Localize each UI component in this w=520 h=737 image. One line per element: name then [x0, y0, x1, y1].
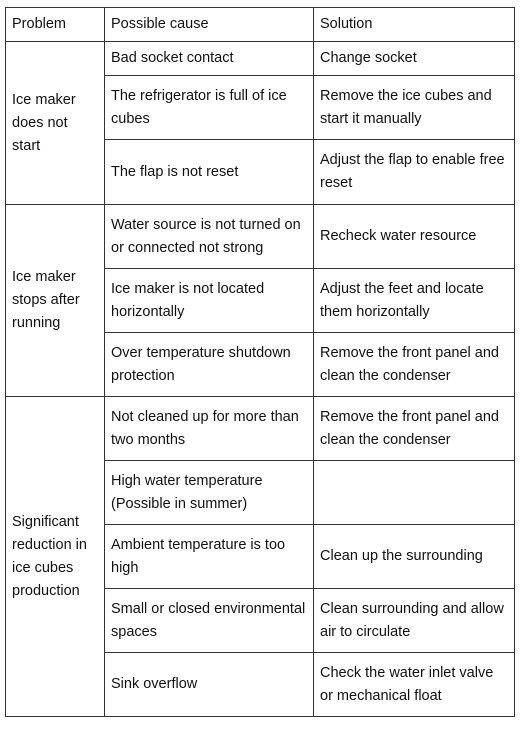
- header-possible-cause: Possible cause: [105, 8, 314, 42]
- table-row: [6, 42, 515, 76]
- cause-cell: Sink overflow: [105, 653, 314, 717]
- solution-cell: Clean surrounding and allow air to circulate: [314, 589, 515, 653]
- solution-cell: Recheck water resource: [314, 205, 515, 269]
- table-row: [6, 205, 515, 269]
- solution-cell: Check the water inlet valve or mechanical float: [314, 653, 515, 717]
- solution-cell: Remove the front panel and clean the condenser: [314, 397, 515, 461]
- cause-cell: Small or closed environmental spaces: [105, 589, 314, 653]
- solution-cell: Adjust the feet and locate them horizontally: [314, 269, 515, 333]
- problem-cell: Significant reduction in ice cubes production: [6, 397, 105, 717]
- cause-cell: Not cleaned up for more than two months: [105, 397, 314, 461]
- solution-cell: [314, 461, 515, 525]
- cause-cell: Water source is not turned on or connected not strong: [105, 205, 314, 269]
- problem-cell: Ice maker stops after running: [6, 205, 105, 397]
- cause-cell: The flap is not reset: [105, 140, 314, 205]
- cause-cell: Over temperature shutdown protection: [105, 333, 314, 397]
- solution-cell: Remove the ice cubes and start it manually: [314, 76, 515, 140]
- header-solution: Solution: [314, 8, 515, 42]
- troubleshooting-table-container: [5, 7, 515, 717]
- cause-cell: High water temperature (Possible in summer): [105, 461, 314, 525]
- solution-cell: Remove the front panel and clean the condenser: [314, 333, 515, 397]
- header-row: [6, 8, 515, 42]
- problem-cell: Ice maker does not start: [6, 42, 105, 205]
- cause-cell: Bad socket contact: [105, 42, 314, 76]
- header-problem: Problem: [6, 8, 105, 42]
- troubleshooting-table: [5, 7, 515, 717]
- solution-cell: Change socket: [314, 42, 515, 76]
- cause-cell: Ice maker is not located horizontally: [105, 269, 314, 333]
- cause-cell: Ambient temperature is too high: [105, 525, 314, 589]
- cause-cell: The refrigerator is full of ice cubes: [105, 76, 314, 140]
- solution-cell: Clean up the surrounding: [314, 525, 515, 589]
- table-row: [6, 397, 515, 461]
- solution-cell: Adjust the flap to enable free reset: [314, 140, 515, 205]
